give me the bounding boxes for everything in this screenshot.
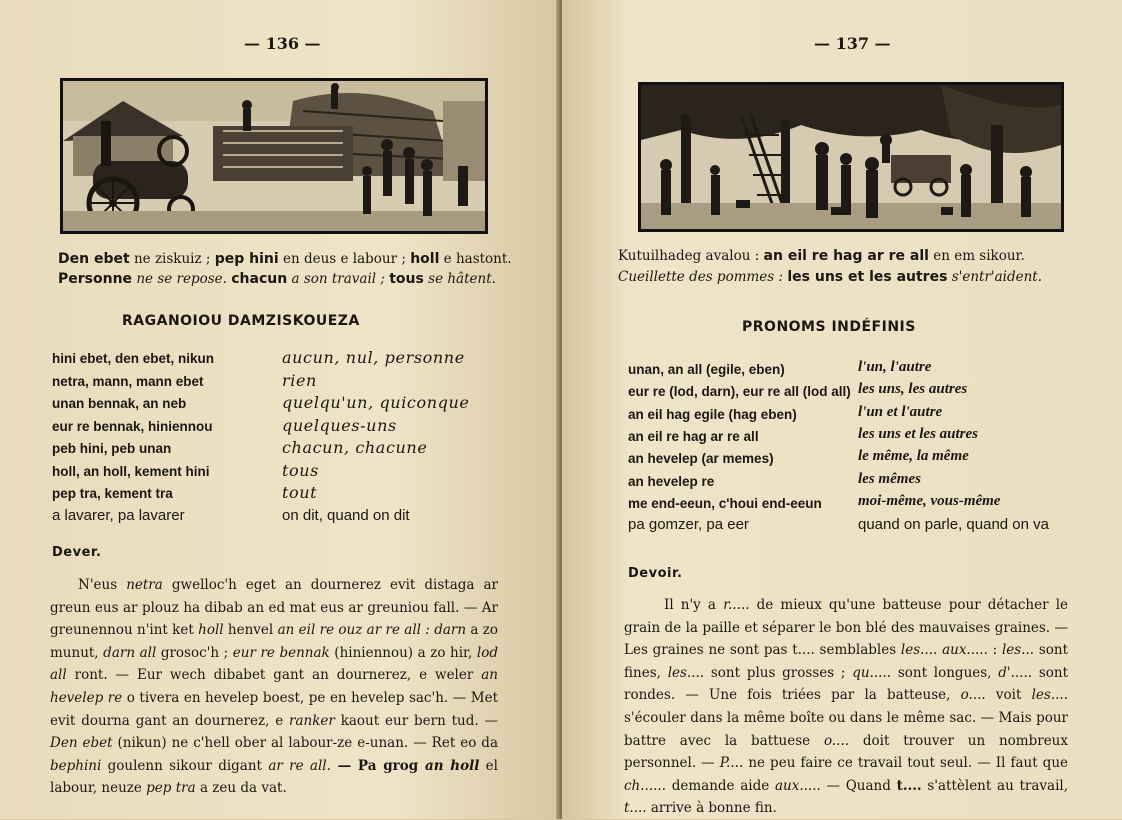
vocab-breton: holl, an holl, kement hini: [52, 463, 210, 479]
vocab-french: chacun, chacune: [282, 438, 428, 457]
text-run: les uns et les autres: [787, 269, 948, 285]
text-run: sont rondes. — Une fois triées par la batteuse,: [624, 664, 1069, 704]
apple-picking-woodcut: [641, 85, 1061, 229]
text-run: o....: [823, 732, 850, 749]
vocab-breton: an eil re hag ar re all: [628, 428, 759, 444]
text-run: demande aide: [666, 777, 775, 794]
caption-french: [618, 268, 1042, 287]
text-run: henvel: [223, 622, 278, 639]
text-run: s'attèlent au travail,: [921, 777, 1069, 794]
text-run: doit trouver un nombreux personnel. —: [624, 732, 1068, 772]
right-page: [562, 0, 1122, 819]
text-run: se hâtent.: [423, 271, 496, 287]
vocab-breton: eur re bennak, hiniennou: [52, 418, 213, 434]
text-run: ne peu faire ce travail tout seul. — Il faut que: [743, 755, 1069, 772]
vocab-french: quelques-uns: [282, 415, 397, 435]
vocab-breton: peb hini, peb unan: [52, 441, 172, 456]
text-run: e hastont.: [439, 251, 512, 267]
text-run: de mieux qu'une batteuse pour détacher le grain de la paille et séparer le bon blé des mauvaises graines. — Les graines ne sont pas t.... semblables: [624, 597, 1068, 659]
text-run: r.....: [723, 597, 750, 613]
vocab-french: aucun, nul, personne: [282, 348, 465, 367]
text-run: (hiniennou) a zo hir,: [329, 644, 477, 661]
apple-picking-illustration: [638, 82, 1064, 232]
text-run: o tivera en hevelep boest, pe en hevelep sac'h. — Met evit dourna gant an dournerez, e: [50, 689, 498, 729]
vocab-french: quelqu'un, quiconque: [282, 393, 470, 412]
text-run: a zo munut,: [50, 622, 498, 661]
vocab-breton: hini ebet, den ebet, nikun: [52, 351, 215, 366]
text-run: t....: [624, 800, 647, 817]
text-run: pep tra: [146, 780, 196, 797]
text-run: grosoc'h ;: [156, 644, 233, 661]
text-run: N'eus: [78, 577, 127, 593]
text-run: eur re bennak: [232, 644, 330, 661]
vocab-breton: netra, mann, mann ebet: [52, 373, 204, 389]
section-title: PRONOMS INDÉFINIS: [742, 319, 916, 335]
text-run: d'.....: [998, 664, 1033, 681]
text-run: o....: [960, 687, 986, 704]
exercise-heading: Dever.: [52, 545, 102, 560]
vocab-french: les mêmes: [858, 470, 921, 487]
text-run: aux.....: [774, 777, 821, 794]
text-run: Il n'y a: [664, 597, 724, 613]
text-run: :: [987, 642, 1002, 659]
text-run: P....: [719, 755, 744, 772]
vocab-french: tous: [282, 460, 319, 480]
vocab-breton: unan, an all (egile, eben): [628, 362, 785, 377]
vocab-french: quand on parle, quand on va: [858, 516, 1049, 534]
text-run: — Pa grog: [330, 757, 425, 774]
section-title: RAGANOIOU DAMZISKOUEZA: [122, 313, 360, 329]
caption-breton: [58, 250, 512, 269]
text-run: pep hini: [214, 251, 279, 267]
vocab-breton: an hevelep re: [628, 473, 715, 489]
page-number: — 136 —: [244, 34, 321, 53]
text-run: darn all: [103, 644, 157, 661]
caption-breton: [618, 247, 1025, 266]
text-run: kaout eur bern tud. —: [334, 712, 498, 729]
text-run: t....: [896, 777, 922, 794]
text-run: chacun: [231, 271, 288, 287]
text-run: qu.....: [852, 664, 892, 681]
text-run: Den ebet: [58, 251, 130, 267]
threshing-woodcut: [63, 81, 485, 231]
text-run: sont plus grosses ;: [704, 664, 853, 681]
text-run: a son travail ;: [287, 271, 390, 287]
text-run: ranker: [289, 712, 335, 729]
vocab-breton: me end-eeun, c'houi end-eeun: [628, 495, 822, 511]
text-run: darn: [434, 622, 467, 639]
vocab-breton: pep tra, kement tra: [52, 486, 173, 501]
text-run: an eil re ouz ar re all :: [277, 622, 430, 639]
text-run: an hevelep re: [50, 667, 498, 706]
text-run: les....: [1031, 687, 1068, 704]
caption-french: [58, 270, 496, 289]
text-run: Den ebet: [50, 735, 113, 752]
text-run: tous: [389, 271, 424, 287]
vocab-breton: unan bennak, an neb: [52, 396, 187, 411]
text-run: ne se repose.: [132, 271, 232, 287]
vocab-breton: a lavarer, pa lavarer: [52, 506, 185, 524]
vocab-french: rien: [282, 370, 317, 390]
text-run: ar re all.: [268, 757, 331, 774]
text-run: — Quand: [820, 777, 897, 794]
text-run: an eil re hag ar re all: [763, 248, 929, 264]
text-run: netra: [126, 577, 163, 593]
text-run: arrive à bonne fin.: [646, 800, 777, 817]
text-run: les....: [667, 664, 705, 681]
text-run: holl: [198, 622, 224, 639]
text-run: s'entr'aident.: [947, 269, 1043, 285]
text-run: en em sikour.: [928, 248, 1025, 264]
text-run: ch......: [624, 777, 667, 794]
text-run: gwelloc'h eget an dournerez evit distaga ar greun eus ar plouz ha dibab an ed mat eus ar greuniou fall. — Ar greunennou n'int ket: [50, 577, 498, 639]
text-run: a zeu da vat.: [195, 780, 287, 797]
text-run: sont fines,: [624, 642, 1068, 681]
threshing-illustration: [60, 78, 488, 234]
text-run: (nikun) ne c'hell ober al labour-ze e-unan. — Ret eo da: [112, 735, 498, 752]
vocab-french: les uns, les autres: [858, 381, 968, 398]
vocab-french: moi-même, vous-même: [858, 492, 1001, 509]
exercise-heading: Devoir.: [628, 566, 683, 581]
text-run: voit: [985, 687, 1032, 704]
vocab-french: l'un et l'autre: [858, 403, 943, 420]
left-page: [0, 0, 560, 819]
vocab-breton: pa gomzer, pa eer: [628, 516, 749, 534]
text-run: sont longues,: [891, 664, 999, 681]
text-run: ne ziskuiz ;: [129, 251, 215, 267]
text-run: holl: [410, 251, 440, 267]
vocab-french: tout: [282, 483, 318, 502]
vocab-french: on dit, quand on dit: [282, 506, 410, 524]
vocab-french: l'un, l'autre: [858, 359, 932, 375]
text-run: Personne: [58, 271, 133, 287]
text-run: en deus e labour ;: [278, 251, 411, 267]
vocab-breton: an hevelep (ar memes): [628, 451, 774, 467]
page-number: — 137 —: [814, 34, 891, 53]
text-run: Cueillette des pommes :: [618, 269, 788, 285]
text-run: ront. — Eur wech dibabet gant an dournerez, e weler: [66, 667, 482, 684]
exercise-paragraph: [50, 574, 498, 800]
text-run: Kutuilhadeg avalou :: [618, 248, 764, 264]
text-run: les...: [1001, 642, 1035, 659]
text-run: goulenn sikour digant: [101, 757, 269, 774]
vocab-french: les uns et les autres: [858, 425, 979, 442]
exercise-paragraph: [624, 594, 1068, 820]
vocab-french: le même, la même: [858, 448, 969, 465]
vocab-breton: eur re (lod, darn), eur re all (lod all): [628, 384, 851, 400]
text-run: bephini: [50, 757, 102, 774]
text-run: s'écouler dans la même boîte ou dans le même sac. — Mais pour battre avec la battuese: [624, 709, 1068, 749]
vocab-breton: an eil hag egile (hag eben): [628, 406, 797, 422]
text-run: les.... aux.....: [900, 642, 988, 659]
text-run: lod all: [50, 644, 498, 684]
text-run: el labour, neuze: [50, 757, 498, 797]
text-run: an holl: [424, 757, 480, 774]
